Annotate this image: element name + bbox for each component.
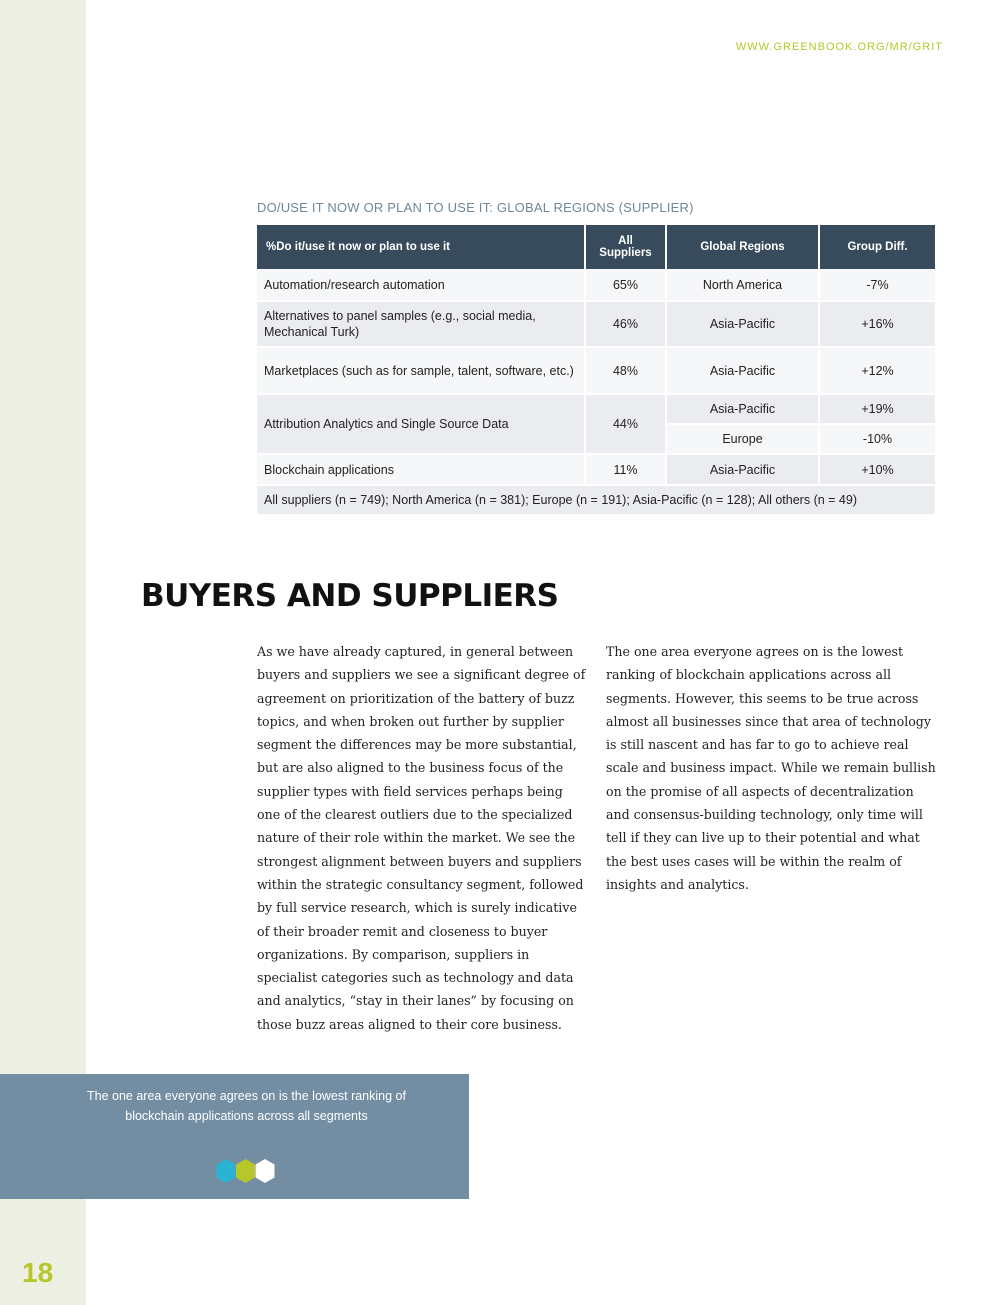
row-label: Marketplaces (such as for sample, talent, software, etc.)	[257, 347, 585, 394]
regions-table	[257, 225, 935, 516]
table-row	[257, 394, 935, 424]
group-diff-value: +16%	[819, 301, 935, 347]
column-header-all-suppliers: All Suppliers	[585, 225, 666, 269]
section-heading: BUYERS AND SUPPLIERS	[141, 578, 559, 614]
region-name: Asia-Pacific	[666, 394, 819, 424]
hexagon-icon	[217, 1159, 236, 1183]
table-header-row	[257, 225, 935, 269]
group-diff-value: +19%	[819, 394, 935, 424]
table-footnote: All suppliers (n = 749); North America (n = 381); Europe (n = 191); Asia-Pacific (n = 128); All others (n = 49)	[257, 485, 935, 515]
row-label: Alternatives to panel samples (e.g., social media, Mechanical Turk)	[257, 301, 585, 347]
group-diff-value: +12%	[819, 347, 935, 394]
pull-quote-text: The one area everyone agrees on is the lowest ranking of blockchain applications across all segments	[87, 1089, 406, 1123]
all-suppliers-value: 65%	[585, 269, 666, 301]
body-column-right: The one area everyone agrees on is the lowest ranking of blockchain applications across all segments. However, this seems to be true across almost all businesses since that area of technology is still nascent and has far to go to achieve real scale and business impact. While we remain bullish on the promise of all aspects of decentralization and consensus-building technology, only time will tell if they can live up to their potential and what the best uses cases will be within the realm of insights and analytics.	[606, 644, 936, 892]
pull-quote-box	[0, 1074, 469, 1199]
body-column-left: As we have already captured, in general between buyers and suppliers we see a significant degree of agreement on prioritization of the battery of buzz topics, and when broken out further by supplier segment the differences may be more substantial, but are also aligned to the business focus of the supplier types with field services perhaps being one of the clearest outliers due to the specialized nature of their role within the market. We see the strongest alignment between buyers and suppliers within the strategic consultancy segment, followed by full service research, which is surely indicative of their broader remit and closeness to buyer organizations. By comparison, suppliers in specialist categories such as technology and data and analytics, “stay in their lanes” by focusing on those buzz areas aligned to their core business.	[257, 644, 586, 1032]
table-row	[257, 454, 935, 485]
all-suppliers-value: 11%	[585, 454, 666, 485]
row-label: Attribution Analytics and Single Source Data	[257, 394, 585, 454]
hexagons-logo-icon	[216, 1158, 278, 1184]
table-footnote-row	[257, 485, 935, 515]
all-suppliers-value: 44%	[585, 394, 666, 454]
column-header-group-diff: Group Diff.	[819, 225, 935, 269]
region-name: Europe	[666, 424, 819, 454]
hexagon-icon	[256, 1159, 275, 1183]
column-header-global-regions: Global Regions	[666, 225, 819, 269]
row-label: Automation/research automation	[257, 269, 585, 301]
table-row	[257, 347, 935, 394]
group-diff-value: -10%	[819, 424, 935, 454]
site-url[interactable]: WWW.GREENBOOK.ORG/MR/GRIT	[735, 41, 943, 53]
group-diff-value: +10%	[819, 454, 935, 485]
row-label: Blockchain applications	[257, 454, 585, 485]
all-suppliers-value: 48%	[585, 347, 666, 394]
page-number: 18	[22, 1257, 54, 1288]
region-name: Asia-Pacific	[666, 347, 819, 394]
region-name: Asia-Pacific	[666, 454, 819, 485]
table-row	[257, 301, 935, 347]
table-row	[257, 269, 935, 301]
region-name: Asia-Pacific	[666, 301, 819, 347]
column-header-measure: %Do it/use it now or plan to use it	[257, 225, 585, 269]
all-suppliers-value: 46%	[585, 301, 666, 347]
group-diff-value: -7%	[819, 269, 935, 301]
region-name: North America	[666, 269, 819, 301]
table-title: DO/USE IT NOW OR PLAN TO USE IT: GLOBAL REGIONS (SUPPLIER)	[257, 200, 694, 215]
hexagon-icon	[236, 1159, 255, 1183]
